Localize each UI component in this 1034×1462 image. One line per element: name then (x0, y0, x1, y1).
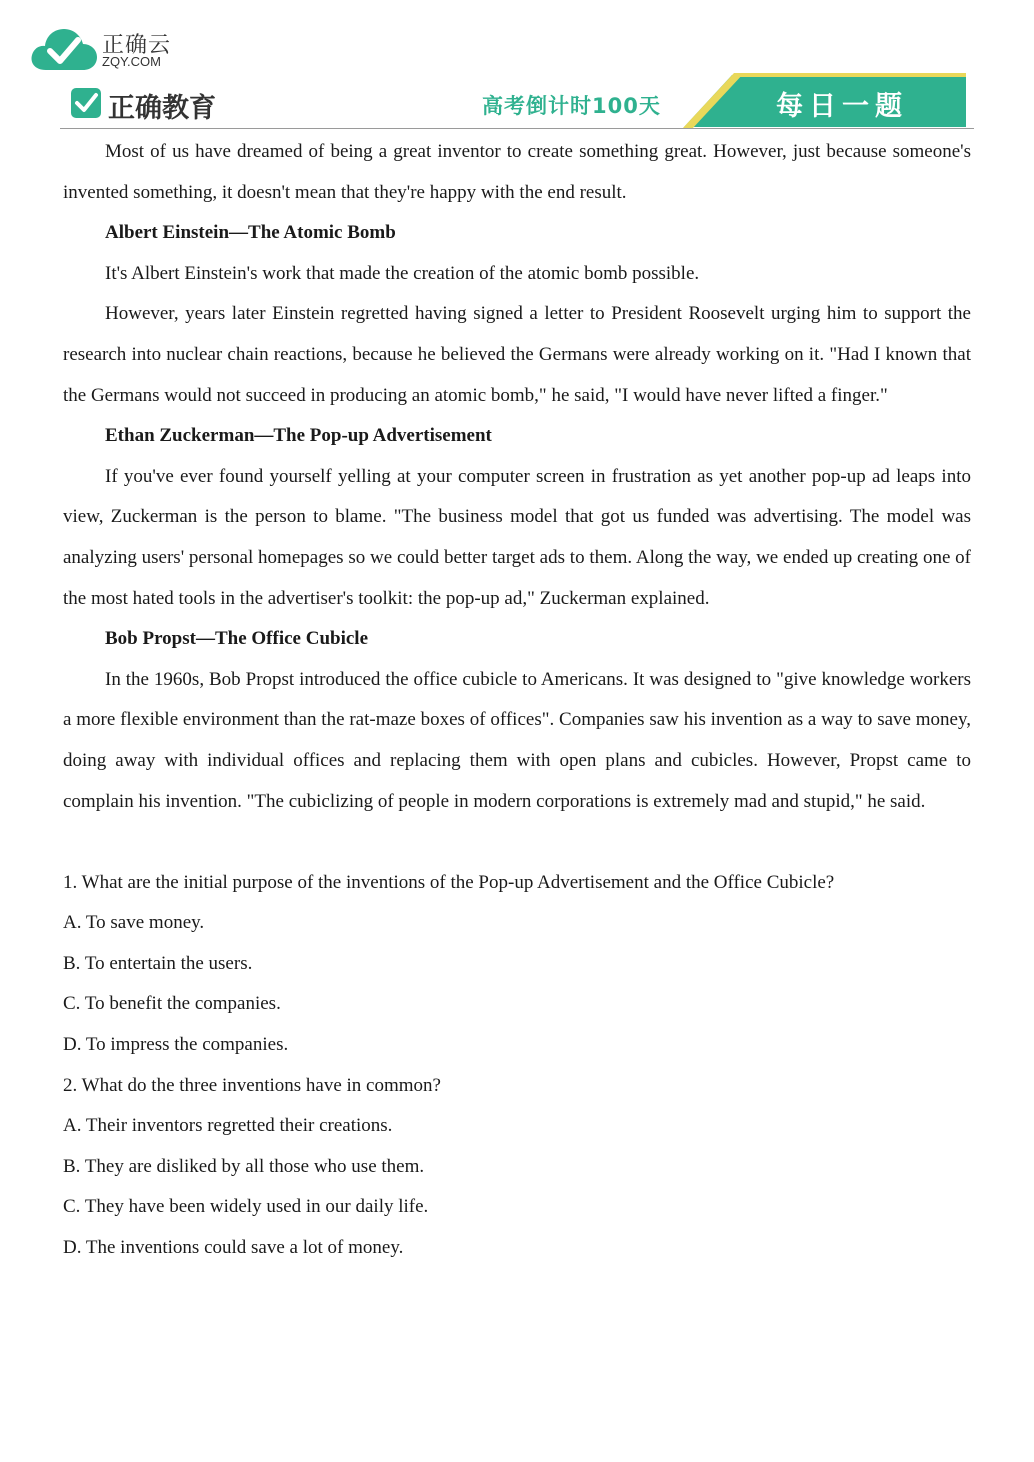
checkmark-box-icon (70, 87, 102, 119)
section-heading: Bob Propst—The Office Cubicle (105, 628, 369, 650)
zqy-logo (30, 24, 180, 76)
intro-paragraph: Most of us have dreamed of being a great inventor to create something great. However, just because someone's invented something, it doesn't mean that they're happy with the end result. (63, 141, 971, 203)
section-paragraph: If you've ever found yourself yelling at your computer screen in frustration as yet another pop-up ad leaps into view, Zuckerman is the person to blame. "The business model that got us funded was advertising. The model was analyzing users' personal homepages so we could better target ads to them. Along the way, we ended up creating one of the most hated tools in the advertiser's toolkit: the pop-up ad," Zuckerman explained. (63, 465, 971, 609)
document-body (63, 132, 971, 1269)
question-option: A. Their inventors regretted their creations. (63, 1115, 393, 1137)
question-option: A. To save money. (63, 912, 205, 934)
question-option: C. To benefit the companies. (63, 993, 281, 1015)
header-divider (60, 128, 974, 129)
brand-domain: ZQY.COM (102, 54, 161, 69)
section-paragraph: It's Albert Einstein's work that made the creation of the atomic bomb possible. (105, 262, 700, 284)
question-option: B. They are disliked by all those who use them. (63, 1155, 425, 1177)
question-option: C. They have been widely used in our daily life. (63, 1196, 429, 1218)
section-heading: Ethan Zuckerman—The Pop-up Advertisement (105, 425, 492, 447)
brand-name: 正确云 (102, 33, 172, 58)
question-stem: 2. What do the three inventions have in common? (63, 1074, 441, 1096)
cloud-check-icon (30, 24, 98, 72)
edu-name: 正确教育 (108, 93, 216, 124)
countdown-label: 高考倒计时100天 (482, 94, 661, 118)
daily-question-title: 每日一题 (776, 91, 908, 122)
question-stem: 1. What are the initial purpose of the inventions of the Pop-up Advertisement and the Office Cubicle? (63, 871, 835, 893)
section-heading: Albert Einstein—The Atomic Bomb (105, 222, 396, 244)
spacer (63, 822, 971, 863)
section-paragraph: However, years later Einstein regretted having signed a letter to President Roosevelt urging him to support the research into nuclear chain reactions, because he believed the Germans were already working on it. "Had I known that the Germans would not succeed in producing an atomic bomb," he said, "I would have never lifted a finger." (63, 303, 971, 406)
question-option: D. The inventions could save a lot of money. (63, 1237, 404, 1259)
section-paragraph: In the 1960s, Bob Propst introduced the office cubicle to Americans. It was designed to "give knowledge workers a more flexible environment than the rat-maze boxes of offices". Companies saw his invention as a way to save money, doing away with individual offices and replacing them with open plans and cubicles. However, Propst came to complain his invention. "The cubiclizing of people in modern corporations is extremely mad and stupid," he said. (63, 668, 971, 812)
question-option: B. To entertain the users. (63, 952, 253, 974)
question-option: D. To impress the companies. (63, 1034, 289, 1056)
